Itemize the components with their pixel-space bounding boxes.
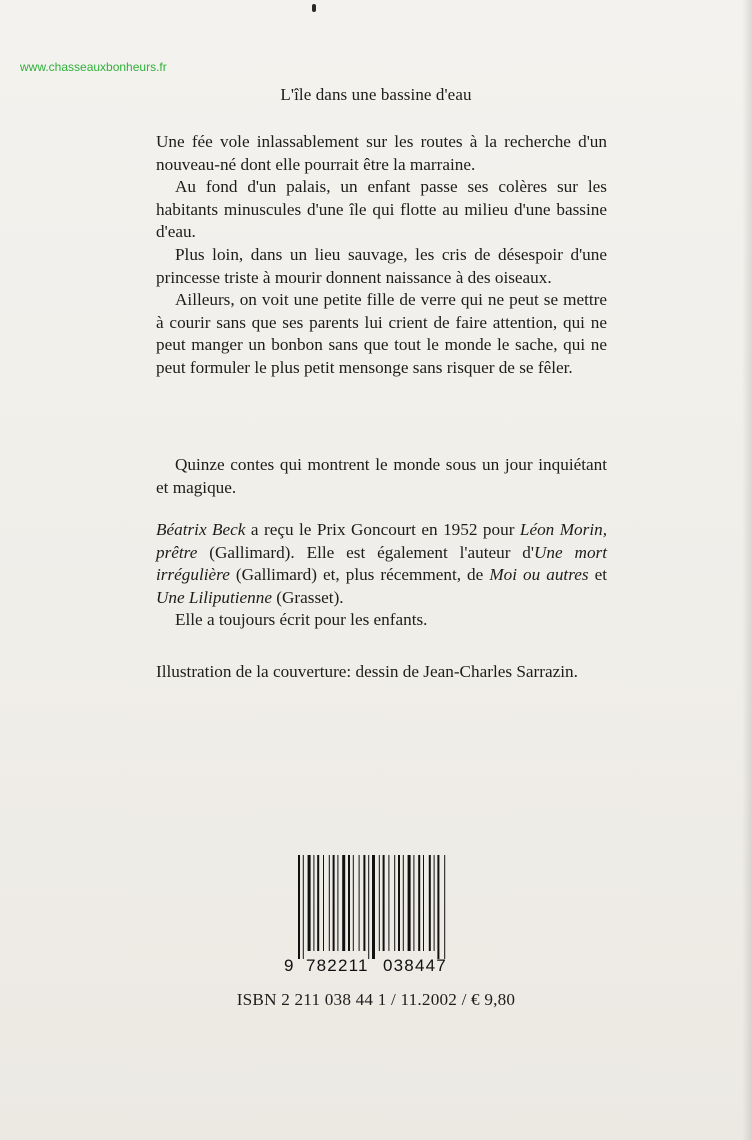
barcode-bar bbox=[437, 855, 439, 959]
barcode-right-digits: 038447 bbox=[383, 956, 447, 975]
barcode-bar bbox=[408, 855, 411, 951]
barcode bbox=[280, 853, 480, 978]
barcode-bar bbox=[348, 855, 350, 951]
barcode-bar bbox=[434, 855, 435, 951]
bio-text: (Gallimard) et, plus récemment, de bbox=[229, 565, 490, 585]
barcode-bar bbox=[359, 855, 360, 951]
bio-text: (Grasset). bbox=[272, 587, 344, 607]
barcode-bar bbox=[363, 855, 365, 951]
barcode-bar bbox=[337, 855, 338, 951]
page-edge-shadow bbox=[742, 0, 752, 1140]
barcode-bar bbox=[398, 855, 400, 951]
blurb-paragraph: Au fond d'un palais, un enfant passe ses colères sur les habitants minuscules d'une île qui flotte au milieu d'une bassine d'eau. bbox=[156, 177, 607, 242]
barcode-bar bbox=[313, 855, 314, 951]
barcode-bar bbox=[317, 855, 319, 951]
barcode-bar bbox=[403, 855, 404, 951]
barcode-bar bbox=[413, 855, 414, 951]
barcode-bar bbox=[353, 855, 354, 951]
bio-text: et bbox=[588, 565, 607, 585]
barcode-first-digit: 9 bbox=[284, 956, 294, 975]
barcode-bar bbox=[423, 855, 424, 951]
blurb-paragraph: Une fée vole inlassablement sur les routes à la recherche d'un nouveau-né dont elle pourrait être la marraine. bbox=[156, 132, 607, 174]
barcode-bar bbox=[303, 855, 304, 959]
barcode-bar bbox=[308, 855, 311, 951]
blurb-paragraph: Ailleurs, on voit une petite fille de verre qui ne peut se mettre à courir sans que ses parents lui crient de faire attention, qui ne peut manger un bonbon sans que tout le monde le sache, qui ne peut formuler le plus petit mensonge sans risquer de se fêler. bbox=[156, 290, 607, 377]
barcode-bar bbox=[429, 855, 431, 951]
barcode-bar bbox=[372, 855, 375, 959]
book-title-1: Léon Morin, prêtre bbox=[156, 520, 607, 562]
barcode-bar bbox=[379, 855, 380, 951]
summary-paragraph: Quinze contes qui montrent le monde sous un jour inquiétant et magique. bbox=[156, 455, 607, 497]
barcode-bar bbox=[444, 855, 445, 959]
bio-text: a reçu le Prix Goncourt en 1952 pour bbox=[245, 520, 520, 539]
barcode-bar bbox=[298, 855, 300, 959]
illustration-text: Illustration de la couverture: dessin de Jean-Charles Sarrazin. bbox=[156, 662, 578, 681]
book-title-2: Une mort irrégulière bbox=[156, 542, 608, 585]
barcode-left-digits: 782211 bbox=[306, 956, 369, 975]
ink-speck bbox=[312, 4, 316, 12]
book-title-4: Une Liliputienne bbox=[156, 587, 272, 607]
barcode-bar bbox=[329, 855, 330, 951]
barcode-graphic bbox=[280, 853, 480, 978]
barcode-bar bbox=[383, 855, 385, 951]
barcode-bar bbox=[333, 855, 335, 951]
blurb-paragraph: Plus loin, dans un lieu sauvage, les cris de désespoir d'une princesse triste à mourir donnent naissance à des oiseaux. bbox=[156, 244, 607, 287]
barcode-bar bbox=[388, 855, 389, 951]
blurb-text bbox=[156, 131, 607, 380]
author-name: Béatrix Beck bbox=[156, 520, 246, 539]
barcode-bars bbox=[298, 855, 445, 959]
author-bio bbox=[156, 519, 607, 632]
barcode-bar bbox=[323, 855, 324, 951]
isbn-price-line: ISBN 2 211 038 44 1 / 11.2002 / € 9,80 bbox=[236, 990, 516, 1009]
watermark-link[interactable]: www.chasseauxbonheurs.fr bbox=[20, 60, 167, 74]
barcode-bar bbox=[342, 855, 345, 951]
illustration-credit bbox=[156, 661, 607, 684]
bio-text: (Gallimard). Elle est également l'auteur d' bbox=[197, 542, 535, 562]
barcode-bar bbox=[418, 855, 420, 951]
bio-line-2: Elle a toujours écrit pour les enfants. bbox=[175, 610, 428, 630]
book-title-3: Moi ou autres bbox=[489, 565, 589, 585]
barcode-bar bbox=[394, 855, 395, 951]
book-title: L'île dans une bassine d'eau bbox=[280, 85, 472, 104]
summary-text bbox=[156, 454, 607, 499]
bio-paragraph bbox=[156, 519, 607, 609]
barcode-bar bbox=[368, 855, 369, 959]
